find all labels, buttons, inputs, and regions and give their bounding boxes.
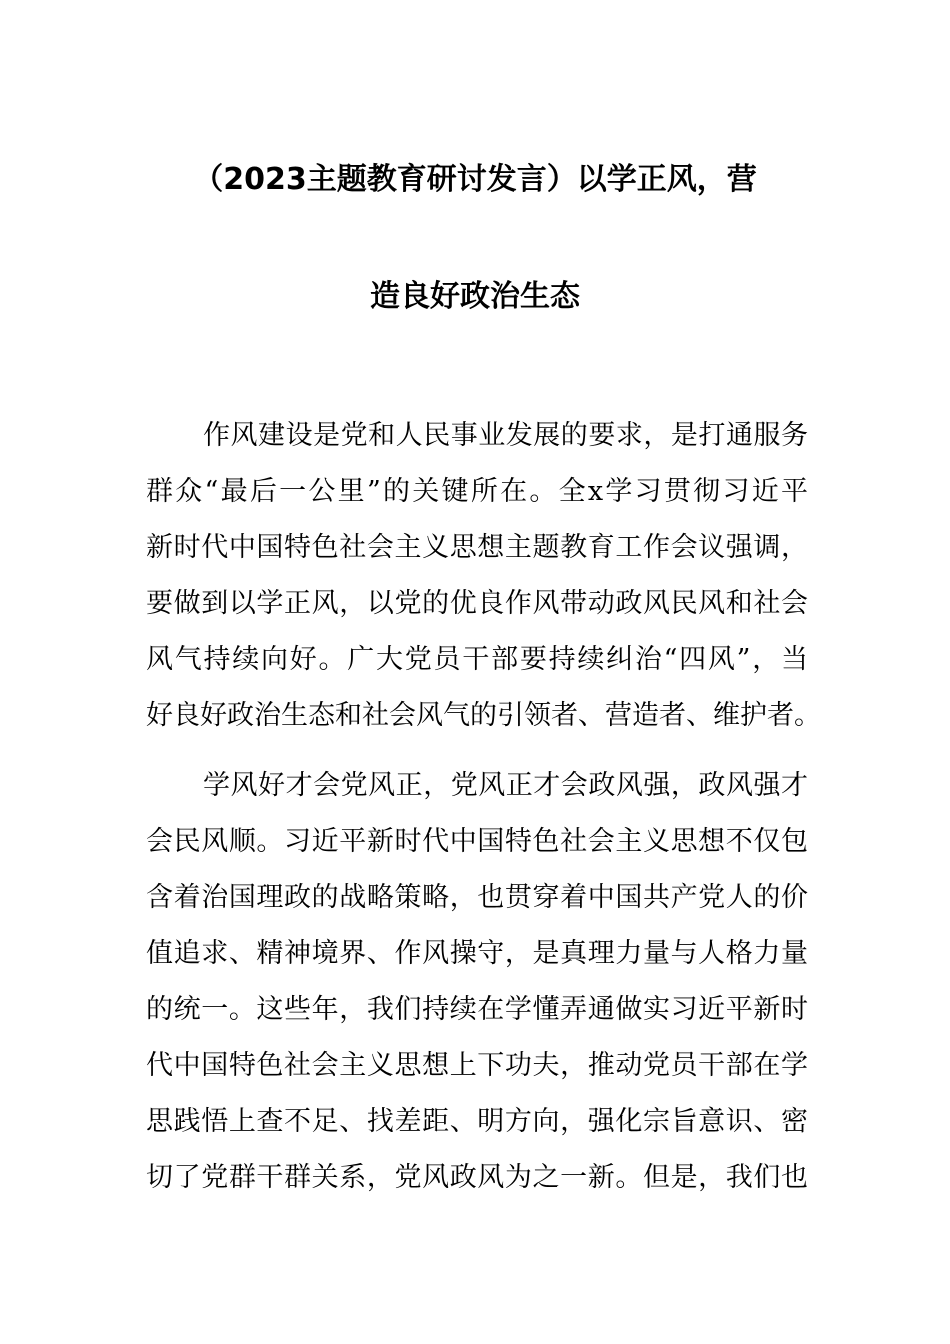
paragraph-line: 切了党群干群关系，党风政风为之一新。但是，我们也	[146, 1162, 808, 1193]
paragraph-line: 风气持续向好。广大党员干部要持续纠治“四风”，当	[146, 644, 808, 675]
paragraph-line: 作风建设是党和人民事业发展的要求，是打通服务	[203, 420, 808, 451]
paragraph-line: 含着治国理政的战略策略，也贯穿着中国共产党人的价	[146, 882, 808, 913]
document-title-line-1: （2023主题教育研讨发言）以学正风，营	[193, 162, 757, 197]
paragraph-line: 好良好政治生态和社会风气的引领者、营造者、维护者。	[146, 700, 821, 731]
paragraph-1	[146, 408, 821, 744]
paragraph-line: 会民风顺。习近平新时代中国特色社会主义思想不仅包	[146, 826, 808, 857]
document-title-line-2: 造良好政治生态	[370, 279, 580, 314]
paragraph-line: 代中国特色社会主义思想上下功夫，推动党员干部在学	[146, 1050, 808, 1081]
paragraph-line: 的统一。这些年，我们持续在学懂弄通做实习近平新时	[146, 994, 808, 1025]
paragraph-line: 要做到以学正风，以党的优良作风带动政风民风和社会	[146, 588, 808, 619]
paragraph-line: 群众“最后一公里”的关键所在。全x学习贯彻习近平	[146, 476, 808, 507]
paragraph-line: 新时代中国特色社会主义思想主题教育工作会议强调，	[146, 532, 808, 563]
paragraph-line: 学风好才会党风正，党风正才会政风强，政风强才	[203, 770, 808, 801]
paragraph-line: 值追求、精神境界、作风操守，是真理力量与人格力量	[146, 938, 808, 969]
paragraph-2	[146, 758, 808, 1206]
paragraph-line: 思践悟上查不足、找差距、明方向，强化宗旨意识、密	[146, 1106, 808, 1137]
